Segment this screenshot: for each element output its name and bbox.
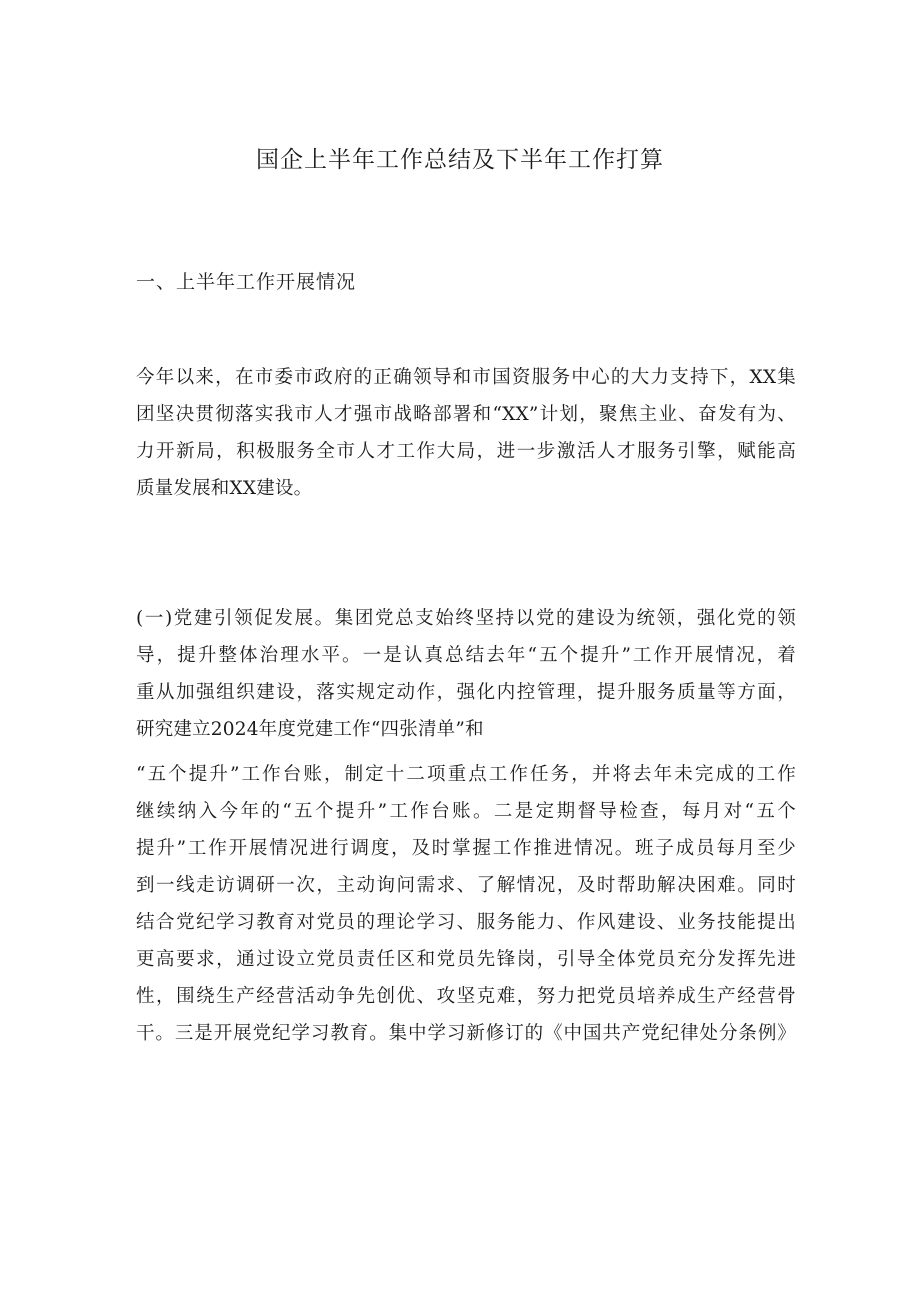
- paragraph-line: 结合党纪学习教育对党员的理论学习、服务能力、作风建设、业务技能提出: [136, 912, 796, 933]
- paragraph-line: 导，提升整体治理水平。一是认真总结去年“五个提升”工作开展情况，着: [136, 645, 796, 666]
- paragraph-line: 干。三是开展党纪学习教育。集中学习新修订的《中国共产党纪律处分条例》: [136, 1023, 796, 1044]
- paragraph-line: 今年以来，在市委市政府的正确领导和市国资服务中心的大力支持下，XX集: [136, 367, 796, 388]
- paragraph-work-ledger: [136, 756, 796, 1052]
- paragraph-line: 力开新局，积极服务全市人才工作大局，进一步激活人才服务引擎，赋能高: [136, 441, 796, 462]
- document-title: 国企上半年工作总结及下半年工作打算: [256, 147, 664, 173]
- paragraph-line: 提升”工作开展情况进行调度，及时掌握工作推进情况。班子成员每月至少: [136, 838, 796, 859]
- paragraph-line: 更高要求，通过设立党员责任区和党员先锋岗，引导全体党员充分发挥先进: [136, 949, 796, 970]
- paragraph-line: “五个提升”工作台账，制定十二项重点工作任务，并将去年未完成的工作: [136, 764, 796, 785]
- paragraph-line: 质量发展和XX建设。: [136, 478, 313, 499]
- paragraph-line: 重从加强组织建设，落实规定动作，强化内控管理，提升服务质量等方面，: [136, 682, 796, 703]
- paragraph-line: (一)党建引领促发展。集团党总支始终坚持以党的建设为统领，强化党的领: [136, 608, 796, 629]
- paragraph-intro: [136, 359, 796, 507]
- paragraph-line: 研究建立2024年度党建工作“四张清单”和: [136, 719, 484, 740]
- paragraph-line: 继续纳入今年的“五个提升”工作台账。二是定期督导检查，每月对“五个: [136, 801, 796, 822]
- paragraph-party-building: [136, 600, 796, 748]
- section-heading: 一、上半年工作开展情况: [136, 271, 357, 293]
- paragraph-line: 到一线走访调研一次，主动询问需求、了解情况，及时帮助解决困难。同时: [136, 875, 796, 896]
- paragraph-line: 团坚决贯彻落实我市人才强市战略部署和“XX”计划，聚焦主业、奋发有为、: [136, 404, 796, 425]
- paragraph-line: 性，围绕生产经营活动争先创优、攻坚克难，努力把党员培养成生产经营骨: [136, 986, 796, 1007]
